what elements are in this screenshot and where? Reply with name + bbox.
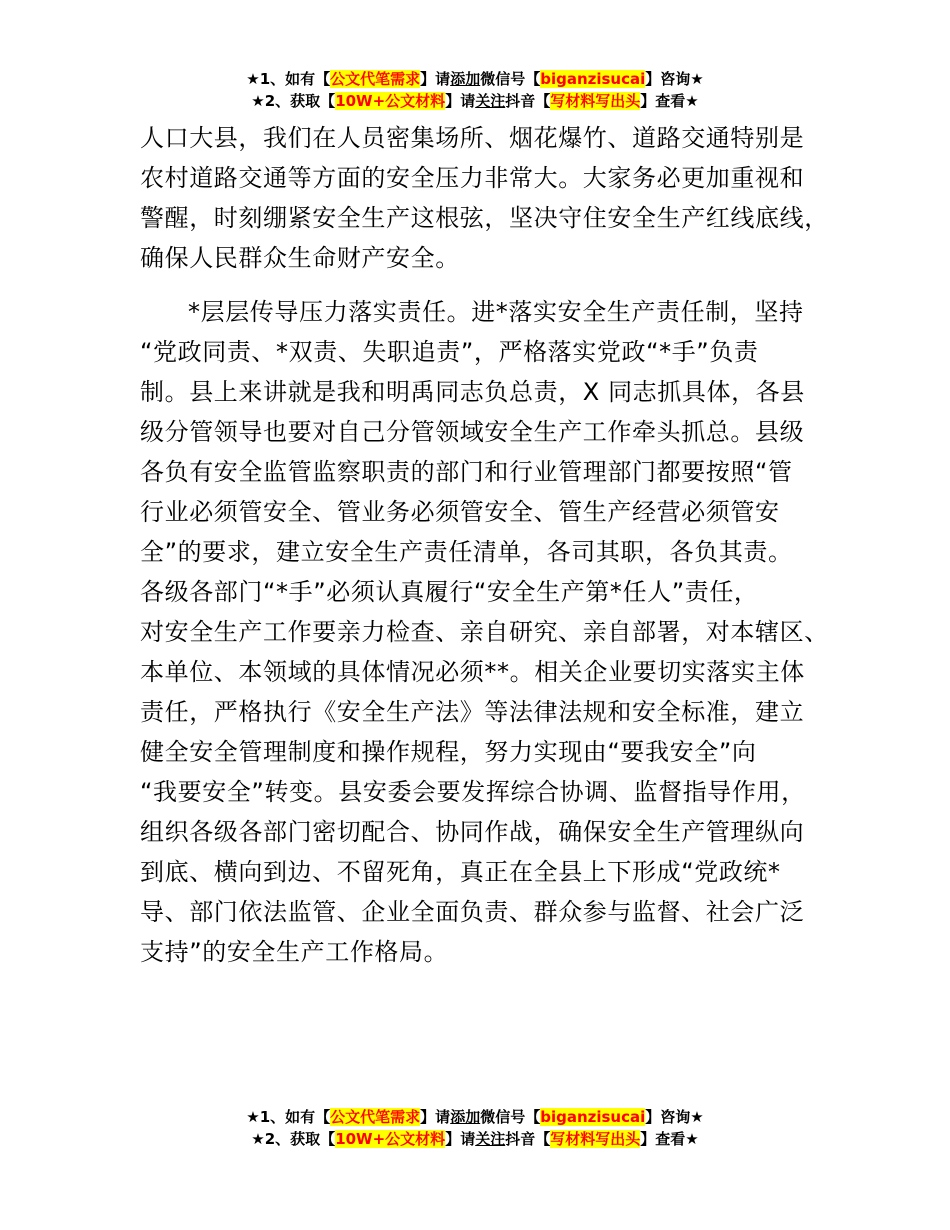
- paragraph-1: [140, 118, 830, 278]
- text-line: 导、部门依法监管、企业全面负责、群众参与监督、社会广泛: [140, 898, 805, 926]
- text-line: 农村道路交通等方面的安全压力非常大。大家务必更加重视和: [140, 164, 805, 192]
- text-line: 各负有安全监管监察职责的部门和行业管理部门都要按照“管: [140, 458, 793, 486]
- text-line: 到底、横向到边、不留死角，真正在全县上下形成“党政统*: [140, 858, 781, 886]
- highlight-service: 公文代笔需求: [330, 1108, 421, 1126]
- header-banner: [0, 68, 950, 112]
- text-line: 制。县上来讲就是我和明禹同志负总责，X 同志抓具体，各县: [140, 378, 805, 406]
- text-line: 本单位、本领域的具体情况必须**。相关企业要切实落实主体: [140, 658, 805, 686]
- highlight-service: 公文代笔需求: [330, 70, 421, 88]
- text-line: 健全安全管理制度和操作规程，努力实现由“要我安全”向: [140, 738, 757, 766]
- text-line: 人口大县，我们在人员密集场所、烟花爆竹、道路交通特别是: [140, 124, 805, 152]
- text-line: 确保人民群众生命财产安全。: [140, 244, 460, 272]
- banner-line-2: ★2、获取【10W+公文材料】请关注抖音【写材料写出头】查看★: [251, 92, 699, 110]
- text-line: 责任，严格执行《安全生产法》等法律法规和安全标准，建立: [140, 698, 805, 726]
- text-line: 对安全生产工作要亲力检查、亲自研究、亲自部署，对本辖区、: [140, 618, 829, 646]
- text-line: 警醒，时刻绷紧安全生产这根弦，坚决守住安全生产红线底线，: [140, 204, 829, 232]
- banner-line-1: ★1、如有【公文代笔需求】请添加微信号【biganzisucai】咨询★: [246, 1108, 704, 1126]
- banner-line-2: ★2、获取【10W+公文材料】请关注抖音【写材料写出头】查看★: [251, 1130, 699, 1148]
- text-line: 级分管领导也要对自己分管领域安全生产工作牵头抓总。县级: [140, 418, 805, 446]
- highlight-douyin-account: 写材料写出头: [550, 1130, 641, 1148]
- footer-banner: [0, 1106, 950, 1150]
- text-line: 支持”的安全生产工作格局。: [140, 938, 449, 966]
- text-line: 组织各级各部门密切配合、协同作战，确保安全生产管理纵向: [140, 818, 805, 846]
- highlight-wechat-id: biganzisucai: [540, 70, 646, 88]
- document-body: [140, 118, 830, 972]
- text-line: *层层传导压力落实责任。进*落实安全生产责任制，坚持: [188, 298, 804, 326]
- text-line: “我要安全”转变。县安委会要发挥综合协调、监督指导作用，: [140, 778, 806, 806]
- text-line: 全”的要求，建立安全生产责任清单，各司其职，各负其责。: [140, 538, 793, 566]
- highlight-wechat-id: biganzisucai: [540, 1108, 646, 1126]
- banner-line-1: ★1、如有【公文代笔需求】请添加微信号【biganzisucai】咨询★: [246, 70, 704, 88]
- text-line: “党政同责、*双责、失职追责”，严格落实党政“*手”负责: [140, 338, 759, 366]
- highlight-materials: 10W+公文材料: [335, 1130, 446, 1148]
- text-line: 各级各部门“*手”必须认真履行“安全生产第*任人”责任，: [140, 578, 759, 606]
- paragraph-2: [140, 292, 830, 972]
- text-line: 行业必须管安全、管业务必须管安全、管生产经营必须管安: [140, 498, 780, 526]
- highlight-douyin-account: 写材料写出头: [550, 92, 641, 110]
- highlight-materials: 10W+公文材料: [335, 92, 446, 110]
